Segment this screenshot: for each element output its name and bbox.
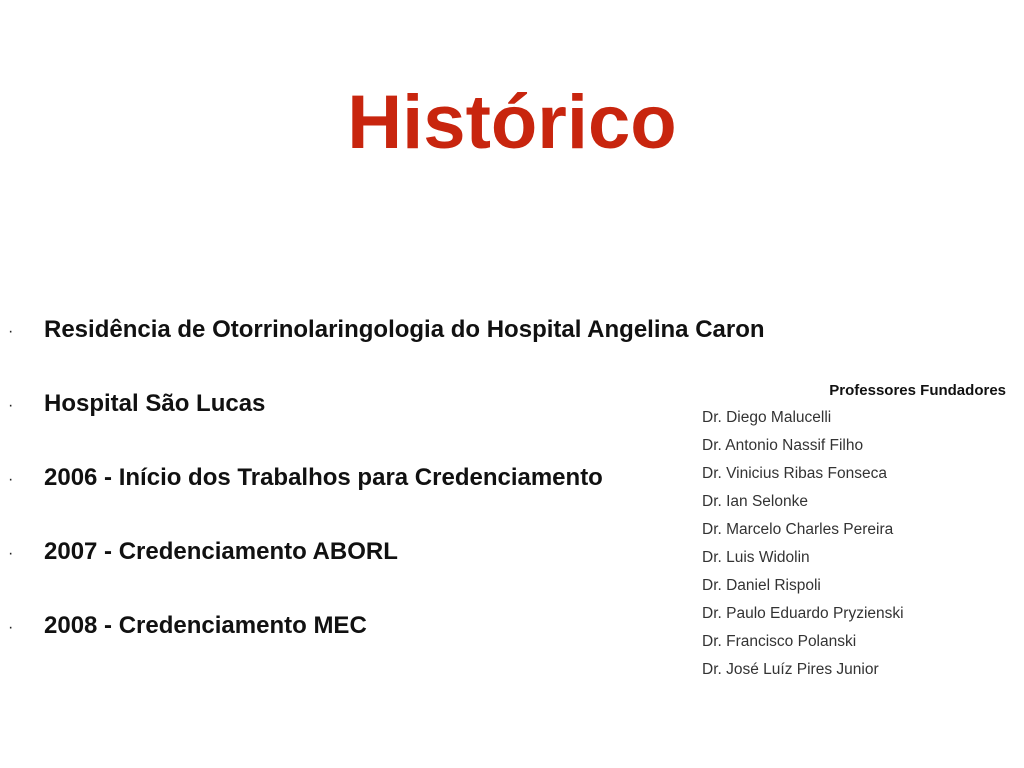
founder-name: Dr. José Luíz Pires Junior xyxy=(702,661,879,678)
founder-name: Dr. Diego Malucelli xyxy=(702,409,832,426)
founder-name: Dr. Marcelo Charles Pereira xyxy=(702,521,894,538)
bullet-text: Hospital São Lucas xyxy=(44,390,266,417)
bullet-dot-icon: · xyxy=(8,397,14,414)
founder-name: Dr. Paulo Eduardo Pryzienski xyxy=(702,605,904,622)
founders-list xyxy=(700,404,1010,684)
slide-title: Histórico xyxy=(347,80,677,165)
founder-name: Dr. Daniel Rispoli xyxy=(702,577,821,594)
bullet-dot-icon: · xyxy=(8,323,14,340)
bullet-dot-icon: · xyxy=(8,619,14,636)
bullet-item xyxy=(0,312,765,348)
founder-name: Dr. Francisco Polanski xyxy=(702,633,857,650)
founder-name: Dr. Antonio Nassif Filho xyxy=(702,437,864,454)
founder-name: Dr. Vinicius Ribas Fonseca xyxy=(702,465,887,482)
bullet-text: 2007 - Credenciamento ABORL xyxy=(44,538,398,565)
founder-name: Dr. Ian Selonke xyxy=(702,493,808,510)
bullet-item xyxy=(0,608,700,644)
bullet-dot-icon: · xyxy=(8,545,14,562)
bullet-item xyxy=(0,460,700,496)
bullet-item xyxy=(0,386,700,422)
bullet-item xyxy=(0,534,700,570)
bullet-text: Residência de Otorrinolaringologia do Hospital Angelina Caron xyxy=(44,316,765,343)
bullet-text: 2006 - Início dos Trabalhos para Credenciamento xyxy=(44,464,603,491)
founders-panel xyxy=(700,378,1010,684)
bullet-text: 2008 - Credenciamento MEC xyxy=(44,612,367,639)
bullet-dot-icon: · xyxy=(8,471,14,488)
founders-heading: Professores Fundadores xyxy=(829,382,1006,399)
founder-name: Dr. Luis Widolin xyxy=(702,549,810,566)
